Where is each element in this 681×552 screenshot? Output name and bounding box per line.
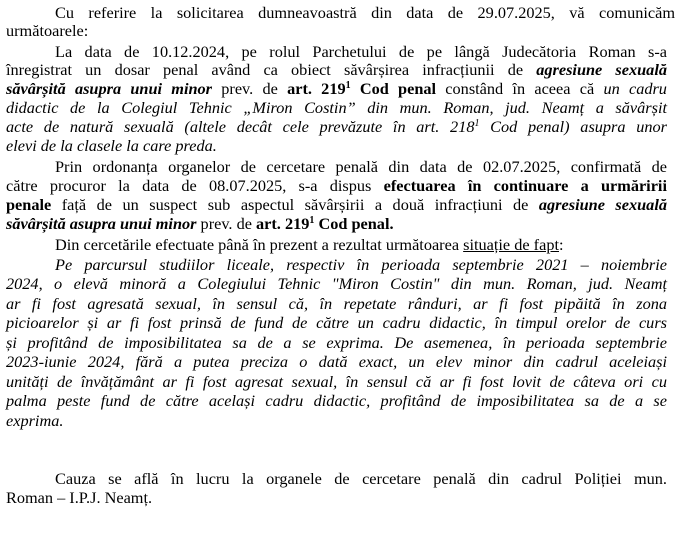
paragraph-2-line-5 [6, 118, 667, 136]
text-segment-italic: Pe parcursul studiilor liceale, respectiv în perioada septembrie 2021 – noiembrie [55, 255, 667, 274]
text-segment: : [558, 235, 564, 254]
text-segment-italic: Cod penal) asupra unor [479, 117, 667, 136]
paragraph-4-line-5 [6, 314, 667, 332]
text-segment: următoarele: [6, 21, 89, 40]
text-segment: Din cercetările efectuate până în prezent a rezultat următoarea [55, 235, 464, 254]
article-ref [256, 214, 394, 233]
text-segment-italic: 2023-iunie 2024, fără a putea preciza o dată exact, un elev minor din cadrul aceleiași [6, 352, 667, 371]
paragraph-4-line-10 [6, 412, 667, 430]
paragraph-1-line-1 [55, 4, 675, 22]
paragraph-4-line-6 [6, 334, 667, 352]
offense-name: săvârșită asupra unui minor [6, 79, 213, 98]
text-segment-italic: ar fi fost agresată sexual, în sensul că, în repetate rânduri, ar fi fost pipăită în zona [6, 294, 667, 313]
paragraph-5-line-2 [6, 489, 667, 507]
paragraph-1-line-2 [6, 22, 666, 40]
paragraph-2-line-1 [55, 43, 667, 61]
paragraph-4-line-9 [6, 392, 667, 410]
text-segment-italic: elevi de la clasele la care preda. [6, 136, 217, 155]
text-segment-italic: 2024, o elevă minoră a Colegiului Tehnic "Miron Costin" din mun. Roman, jud. Neamț [6, 274, 667, 293]
article-superscript: 1 [309, 215, 315, 226]
text-segment-bold: penale [6, 195, 52, 214]
text-segment-italic: un cadru [603, 79, 667, 98]
text-segment: constând în aceea că [436, 79, 604, 98]
text-segment: Cauza se află în lucru la organele de cercetare penală din cadrul Poliției mun. [55, 469, 667, 488]
paragraph-4-line-3 [6, 275, 667, 293]
article-number: art. 219 [256, 214, 310, 233]
text-segment-italic: didactic de la Colegiul Tehnic „Miron Costin” din mun. Roman, jud. Neamț a săvârșit [6, 98, 667, 117]
text-segment-bold: efectuarea în continuare a urmăririi [383, 176, 667, 195]
paragraph-4-line-8 [6, 373, 667, 391]
paragraph-3-line-4 [6, 215, 667, 233]
offense-name: agresiune sexuală [536, 60, 667, 79]
paragraph-2-line-3 [6, 80, 667, 98]
text-segment: prev. de [212, 79, 288, 98]
text-segment-italic: și profitând de imposibilitatea sa de a se exprima. De asemenea, în perioada septembrie [6, 333, 667, 352]
situation-heading: situație de fapt [463, 235, 559, 254]
text-segment: față de un suspect sub aspectul săvârșirii a două infracțiuni de [51, 195, 539, 214]
text-segment-italic: unități de învățământ ar fi fost agresat sexual, în sensul că ar fi fost lovit de câteva ori cu [6, 372, 667, 391]
paragraph-4-line-4 [6, 295, 667, 313]
paragraph-4-line-7 [6, 353, 667, 371]
paragraph-2-line-2 [6, 61, 667, 79]
text-segment: către procuror la data de 08.07.2025, s-a dispus [6, 176, 384, 195]
text-segment: Prin ordonanța organelor de cercetare penală din data de 02.07.2025, confirmată de [55, 157, 667, 176]
text-segment-italic: picioarelor și ar fi fost prinsă de fund de către un cadru didactic, în timpul orelor de curs [6, 313, 667, 332]
offense-name: săvârșită asupra unui minor [6, 214, 197, 233]
paragraph-2-line-6 [6, 137, 667, 155]
code-name: Cod penal. [314, 214, 394, 233]
text-segment: Roman – I.P.J. Neamț. [6, 488, 153, 507]
article-ref [287, 79, 436, 98]
paragraph-3-line-2 [6, 177, 667, 195]
paragraph-5-line-1 [55, 470, 667, 488]
text-segment: La data de 10.12.2024, pe rolul Parchetului de pe lângă Judecătoria Roman s-a [55, 42, 667, 61]
text-segment-italic: exprima. [6, 411, 64, 430]
text-segment-italic: palma peste fund de către același cadru didactic, profitând de imposibilitatea sa de a se [6, 391, 667, 410]
paragraph-4-line-2 [55, 256, 667, 274]
paragraph-2-line-4 [6, 99, 667, 117]
article-superscript: 1 [474, 118, 480, 129]
offense-name: agresiune sexuală [538, 195, 667, 214]
text-segment: Cu referire la solicitarea dumneavoastră din data de 29.07.2025, vă comunicăm [55, 3, 675, 22]
paragraph-3-line-3 [6, 196, 667, 214]
article-superscript: 1 [345, 80, 351, 91]
text-segment: prev. de [196, 214, 257, 233]
paragraph-3-line-1 [55, 158, 667, 176]
article-number: art. 219 [287, 79, 346, 98]
code-name: Cod penal [350, 79, 437, 98]
text-segment: înregistrat un dosar penal având ca obiect săvârșirea infracțiunii de [6, 60, 537, 79]
paragraph-4-line-1 [55, 236, 667, 254]
text-segment-italic: acte de natură sexuală (altele decât cele prevăzute în art. 218 [6, 117, 475, 136]
